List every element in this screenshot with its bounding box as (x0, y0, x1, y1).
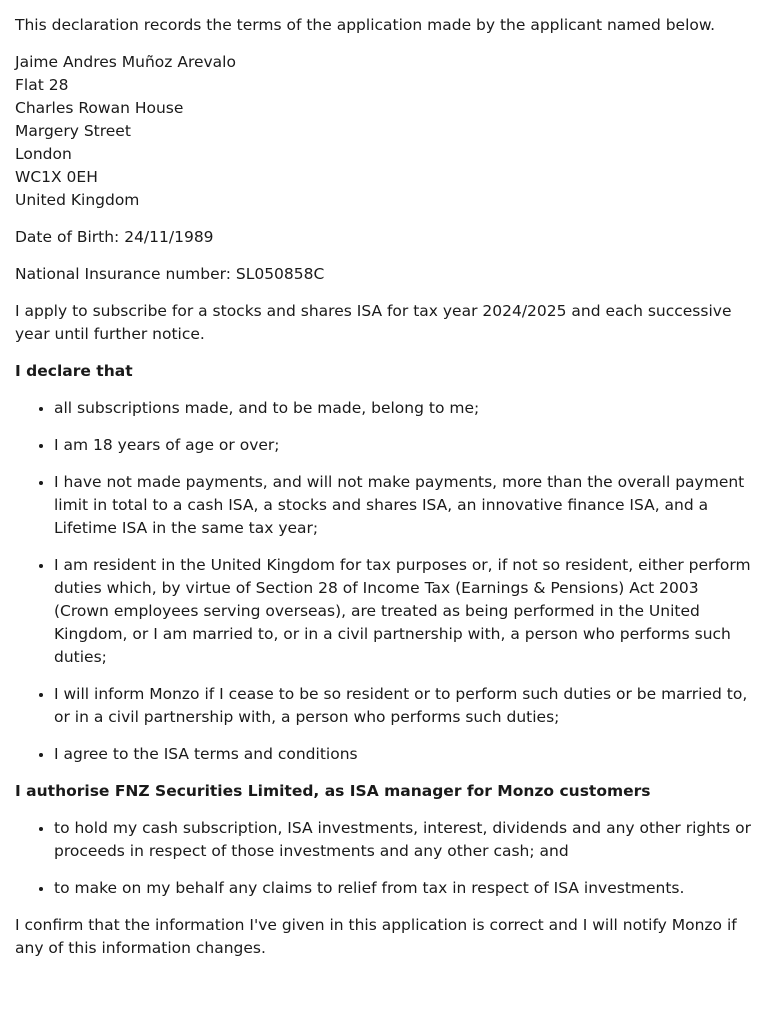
authorise-list-item: • to hold my cash subscription, ISA investments, interest, dividends and any other rights or proceeds in respect of those investments and any other cash; and (54, 817, 752, 863)
declare-heading: I declare that (15, 362, 133, 380)
authorise-list (15, 817, 752, 900)
applicant-name: Jaime Andres Muñoz Arevalo (15, 53, 236, 71)
confirm-statement: I confirm that the information I've given in this application is correct and I will notify Monzo if any of this information changes. (15, 916, 737, 957)
declare-list-item: • I am 18 years of age or over; (54, 434, 752, 457)
declare-list-item: • I am resident in the United Kingdom for tax purposes or, if not so resident, either perform duties which, by virtue of Section 28 of Income Tax (Earnings & Pensions) Act 2003 (Crown employees serving overseas), are treated as being performed in the United Kingdom, or I am married to, or in a civil partnership with, a person who performs such duties; (54, 554, 752, 669)
national-insurance-number: National Insurance number: SL050858C (15, 265, 325, 283)
authorise-list-item: • to make on my behalf any claims to relief from tax in respect of ISA investments. (54, 877, 752, 900)
date-of-birth: Date of Birth: 24/11/1989 (15, 228, 214, 246)
intro-text: This declaration records the terms of the application made by the applicant named below. (15, 16, 716, 34)
address-line: London (15, 145, 72, 163)
address-line: WC1X 0EH (15, 168, 98, 186)
declare-list-item: • all subscriptions made, and to be made, belong to me; (54, 397, 752, 420)
address-line: Flat 28 (15, 76, 69, 94)
address-line: United Kingdom (15, 191, 140, 209)
address-line: Margery Street (15, 122, 131, 140)
declare-list-item: • I agree to the ISA terms and conditions (54, 743, 752, 766)
authorise-heading: I authorise FNZ Securities Limited, as ISA manager for Monzo customers (15, 782, 651, 800)
declare-list (15, 397, 752, 766)
address-line: Charles Rowan House (15, 99, 184, 117)
applicant-address-block (15, 51, 752, 212)
declare-list-item: • I will inform Monzo if I cease to be so resident or to perform such duties or be married to, or in a civil partnership with, a person who performs such duties; (54, 683, 752, 729)
apply-statement: I apply to subscribe for a stocks and shares ISA for tax year 2024/2025 and each successive year until further notice. (15, 302, 732, 343)
declare-list-item: • I have not made payments, and will not make payments, more than the overall payment limit in total to a cash ISA, a stocks and shares ISA, an innovative finance ISA, and a Lifetime ISA in the same tax year; (54, 471, 752, 540)
